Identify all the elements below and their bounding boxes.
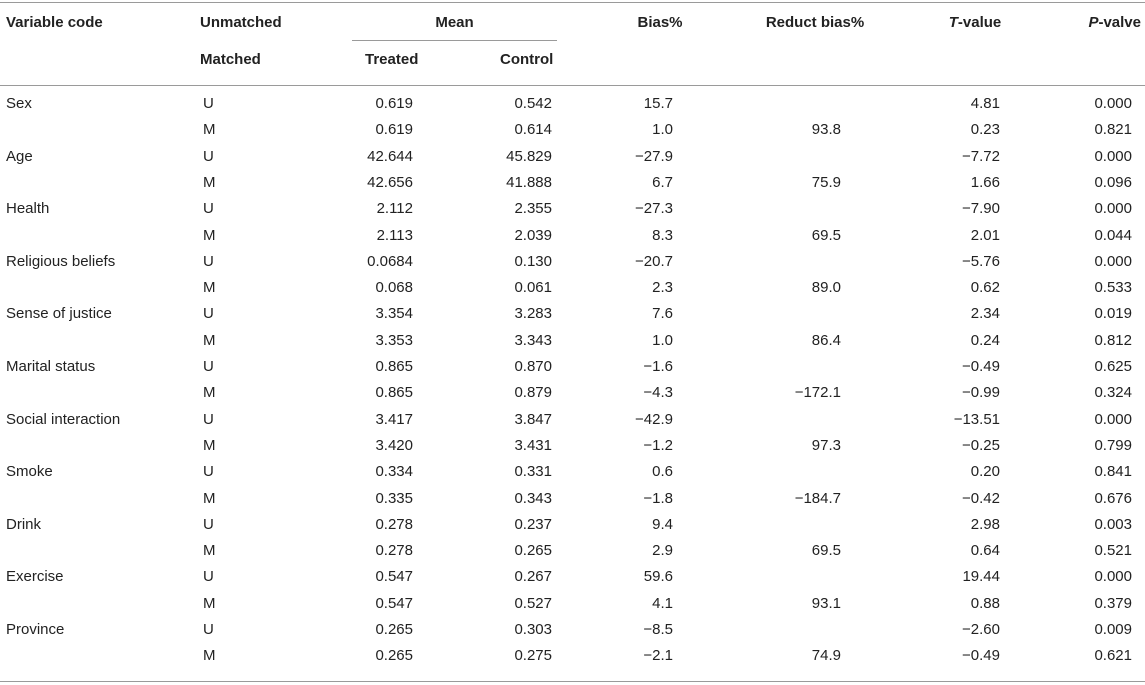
cell-t-value: 0.20 — [970, 463, 1000, 481]
cell-control: 41.888 — [506, 173, 552, 191]
cell-control: 0.870 — [514, 358, 552, 375]
cell-p-value: 0.841 — [1094, 463, 1132, 481]
cell-control: 0.614 — [514, 121, 552, 139]
cell-t-value: 2.34 — [970, 305, 1000, 323]
table-row — [0, 278, 1145, 300]
cell-bias: 7.6 — [652, 305, 673, 323]
cell-bias: 2.9 — [652, 542, 673, 560]
cell-matched: M — [203, 121, 216, 139]
cell-treated: 0.0684 — [367, 252, 413, 270]
cell-t-value: −0.99 — [962, 384, 1000, 402]
cell-matched: M — [203, 331, 216, 349]
cell-reduct-bias: 89.0 — [811, 279, 841, 297]
cell-p-value: 0.000 — [1094, 252, 1132, 270]
cell-treated: 0.265 — [375, 647, 413, 665]
cell-matched: M — [203, 489, 216, 507]
cell-treated: 3.354 — [375, 305, 413, 323]
cell-treated: 0.334 — [375, 463, 413, 481]
cell-bias: −27.3 — [635, 200, 673, 218]
cell-t-value: 2.98 — [970, 515, 1000, 533]
table-row — [0, 594, 1145, 616]
cell-bias: 59.6 — [643, 568, 673, 586]
cell-bias: −2.1 — [643, 647, 673, 665]
cell-p-value: 0.000 — [1094, 568, 1132, 586]
cell-bias: −27.9 — [635, 147, 673, 165]
table-row — [0, 436, 1145, 458]
cell-p-value: 0.676 — [1094, 489, 1132, 507]
cell-reduct-bias: 93.8 — [811, 121, 841, 139]
header-control: Control — [500, 51, 554, 68]
cell-control: 0.267 — [514, 568, 552, 586]
cell-treated: 0.619 — [375, 121, 413, 139]
cell-t-value: 0.64 — [970, 542, 1000, 560]
cell-matched: U — [203, 95, 214, 112]
cell-treated: 42.656 — [367, 173, 413, 191]
cell-t-value: −7.72 — [962, 147, 1000, 165]
cell-matched: M — [203, 542, 216, 560]
cell-variable: Exercise — [6, 568, 64, 586]
cell-variable: Health — [6, 200, 50, 218]
cell-control: 0.265 — [514, 542, 552, 560]
cell-p-value: 0.621 — [1094, 647, 1132, 665]
cell-matched: M — [203, 226, 216, 244]
cell-reduct-bias: 69.5 — [811, 542, 841, 560]
cell-t-value: 19.44 — [962, 568, 1000, 586]
cell-t-value: 0.23 — [970, 121, 1000, 139]
table-row — [0, 304, 1145, 326]
cell-control: 0.542 — [514, 95, 552, 112]
cell-p-value: 0.003 — [1094, 515, 1132, 533]
table-row — [0, 620, 1145, 642]
cell-p-value: 0.799 — [1094, 436, 1132, 454]
cell-t-value: −0.49 — [962, 358, 1000, 375]
cell-control: 3.343 — [514, 331, 552, 349]
table-row — [0, 383, 1145, 405]
cell-matched: M — [203, 647, 216, 665]
cell-treated: 0.068 — [375, 279, 413, 297]
cell-variable: Age — [6, 147, 33, 165]
cell-t-value: −0.49 — [962, 647, 1000, 665]
cell-variable: Province — [6, 621, 65, 638]
cell-treated: 0.335 — [375, 489, 413, 507]
cell-matched: M — [203, 384, 216, 402]
cell-bias: −1.8 — [643, 489, 673, 507]
cell-treated: 0.547 — [375, 568, 413, 586]
table-row — [0, 541, 1145, 563]
cell-reduct-bias: 93.1 — [811, 594, 841, 612]
cell-p-value: 0.000 — [1094, 147, 1132, 165]
table-row — [0, 147, 1145, 169]
cell-t-value: −2.60 — [962, 621, 1000, 638]
cell-t-value: 2.01 — [970, 226, 1000, 244]
cell-bias: 0.6 — [652, 463, 673, 481]
table-row — [0, 515, 1145, 537]
table-row — [0, 567, 1145, 589]
cell-bias: −42.9 — [635, 410, 673, 428]
cell-bias: −1.2 — [643, 436, 673, 454]
cell-control: 0.331 — [514, 463, 552, 481]
cell-bias: 1.0 — [652, 331, 673, 349]
cell-control: 0.275 — [514, 647, 552, 665]
cell-matched: U — [203, 358, 214, 375]
cell-matched: U — [203, 515, 214, 533]
cell-matched: U — [203, 568, 214, 586]
cell-treated: 2.112 — [376, 200, 413, 218]
cell-bias: 4.1 — [652, 594, 673, 612]
header-bias: Bias% — [637, 14, 683, 31]
cell-matched: U — [203, 252, 214, 270]
cell-control: 0.343 — [514, 489, 552, 507]
table-row — [0, 199, 1145, 221]
cell-control: 2.039 — [514, 226, 552, 244]
cell-treated: 0.547 — [375, 594, 413, 612]
cell-treated: 0.865 — [375, 358, 413, 375]
cell-treated: 0.278 — [375, 542, 413, 560]
cell-p-value: 0.000 — [1094, 200, 1132, 218]
table-row — [0, 226, 1145, 248]
cell-reduct-bias: −172.1 — [794, 384, 841, 402]
header-p-value-rest: -valve — [1098, 14, 1141, 31]
cell-variable: Social interaction — [6, 410, 121, 428]
cell-reduct-bias: −184.7 — [794, 489, 841, 507]
cell-control: 3.283 — [514, 305, 552, 323]
cell-t-value: −13.51 — [953, 410, 1000, 428]
cell-control: 3.431 — [514, 436, 552, 454]
cell-control: 0.879 — [514, 384, 552, 402]
cell-reduct-bias: 86.4 — [811, 331, 841, 349]
cell-t-value: 0.88 — [970, 594, 1000, 612]
cell-treated: 0.265 — [375, 621, 413, 638]
cell-matched: U — [203, 200, 214, 218]
cell-control: 0.061 — [514, 279, 552, 297]
cell-t-value: −7.90 — [962, 200, 1000, 218]
cell-treated: 0.865 — [375, 384, 413, 402]
header-t-value-rest: -value — [957, 14, 1002, 31]
cell-control: 3.847 — [514, 410, 552, 428]
cell-control: 0.130 — [514, 252, 552, 270]
cell-bias: −20.7 — [635, 252, 673, 270]
cell-bias: 8.3 — [652, 226, 673, 244]
cell-p-value: 0.821 — [1094, 121, 1132, 139]
cell-bias: 1.0 — [652, 121, 673, 139]
cell-t-value: 4.81 — [970, 95, 1000, 112]
cell-matched: M — [203, 279, 216, 297]
cell-control: 2.355 — [514, 200, 552, 218]
cell-treated: 2.113 — [376, 226, 413, 244]
cell-treated: 0.619 — [375, 95, 413, 112]
cell-p-value: 0.521 — [1094, 542, 1132, 560]
cell-reduct-bias: 75.9 — [811, 173, 841, 191]
table-row — [0, 331, 1145, 353]
cell-variable: Smoke — [6, 463, 53, 481]
cell-control: 0.303 — [514, 621, 552, 638]
cell-matched: M — [203, 594, 216, 612]
cell-control: 0.237 — [514, 515, 552, 533]
cell-bias: 6.7 — [652, 173, 673, 191]
cell-bias: −8.5 — [643, 621, 673, 638]
cell-bias: 15.7 — [643, 95, 673, 112]
cell-t-value: −0.25 — [962, 436, 1000, 454]
cell-reduct-bias: 69.5 — [811, 226, 841, 244]
cell-variable: Sense of justice — [6, 305, 112, 323]
cell-p-value: 0.324 — [1094, 384, 1132, 402]
cell-p-value: 0.625 — [1094, 358, 1132, 375]
cell-p-value: 0.096 — [1094, 173, 1132, 191]
table-row — [0, 357, 1145, 379]
cell-variable: Sex — [6, 95, 32, 112]
cell-treated: 42.644 — [367, 147, 413, 165]
table-row — [0, 120, 1145, 142]
cell-treated: 3.353 — [375, 331, 413, 349]
cell-p-value: 0.044 — [1094, 226, 1132, 244]
table-row — [0, 252, 1145, 274]
cell-variable: Marital status — [6, 358, 96, 375]
cell-matched: U — [203, 305, 214, 323]
cell-p-value: 0.000 — [1094, 410, 1132, 428]
header-t-value-italic: T — [948, 14, 958, 31]
cell-p-value: 0.812 — [1094, 331, 1132, 349]
header-p-value-italic: P — [1088, 14, 1099, 31]
header-matched: Matched — [200, 51, 261, 68]
cell-reduct-bias: 74.9 — [811, 647, 841, 665]
cell-t-value: −5.76 — [962, 252, 1000, 270]
cell-matched: M — [203, 173, 216, 191]
cell-treated: 3.420 — [375, 436, 413, 454]
cell-p-value: 0.533 — [1094, 279, 1132, 297]
table-row — [0, 489, 1145, 511]
cell-p-value: 0.009 — [1094, 621, 1132, 638]
cell-treated: 0.278 — [375, 515, 413, 533]
cell-bias: 9.4 — [652, 515, 673, 533]
table-row — [0, 462, 1145, 484]
cell-variable: Religious beliefs — [6, 252, 116, 270]
cell-t-value: 1.66 — [970, 173, 1000, 191]
header-reduct-bias: Reduct bias% — [765, 14, 865, 31]
cell-matched: U — [203, 621, 214, 638]
cell-t-value: 0.24 — [970, 331, 1000, 349]
cell-bias: −4.3 — [643, 384, 673, 402]
cell-matched: U — [203, 463, 214, 481]
header-mean: Mean — [435, 14, 474, 31]
cell-variable: Drink — [6, 515, 42, 533]
table-row — [0, 173, 1145, 195]
table-row — [0, 94, 1145, 116]
cell-bias: 2.3 — [652, 279, 673, 297]
cell-t-value: −0.42 — [962, 489, 1000, 507]
cell-p-value: 0.000 — [1094, 95, 1132, 112]
cell-treated: 3.417 — [375, 410, 413, 428]
header-treated: Treated — [365, 51, 419, 68]
cell-control: 45.829 — [506, 147, 552, 165]
cell-reduct-bias: 97.3 — [811, 436, 841, 454]
table-row — [0, 646, 1145, 668]
cell-matched: U — [203, 410, 214, 428]
header-variable-code: Variable code — [6, 14, 103, 31]
cell-control: 0.527 — [514, 594, 552, 612]
cell-matched: U — [203, 147, 214, 165]
cell-p-value: 0.379 — [1094, 594, 1132, 612]
cell-p-value: 0.019 — [1094, 305, 1132, 323]
table-row — [0, 410, 1145, 432]
cell-t-value: 0.62 — [970, 279, 1000, 297]
cell-matched: M — [203, 436, 216, 454]
header-unmatched: Unmatched — [200, 14, 282, 31]
cell-bias: −1.6 — [643, 358, 673, 375]
